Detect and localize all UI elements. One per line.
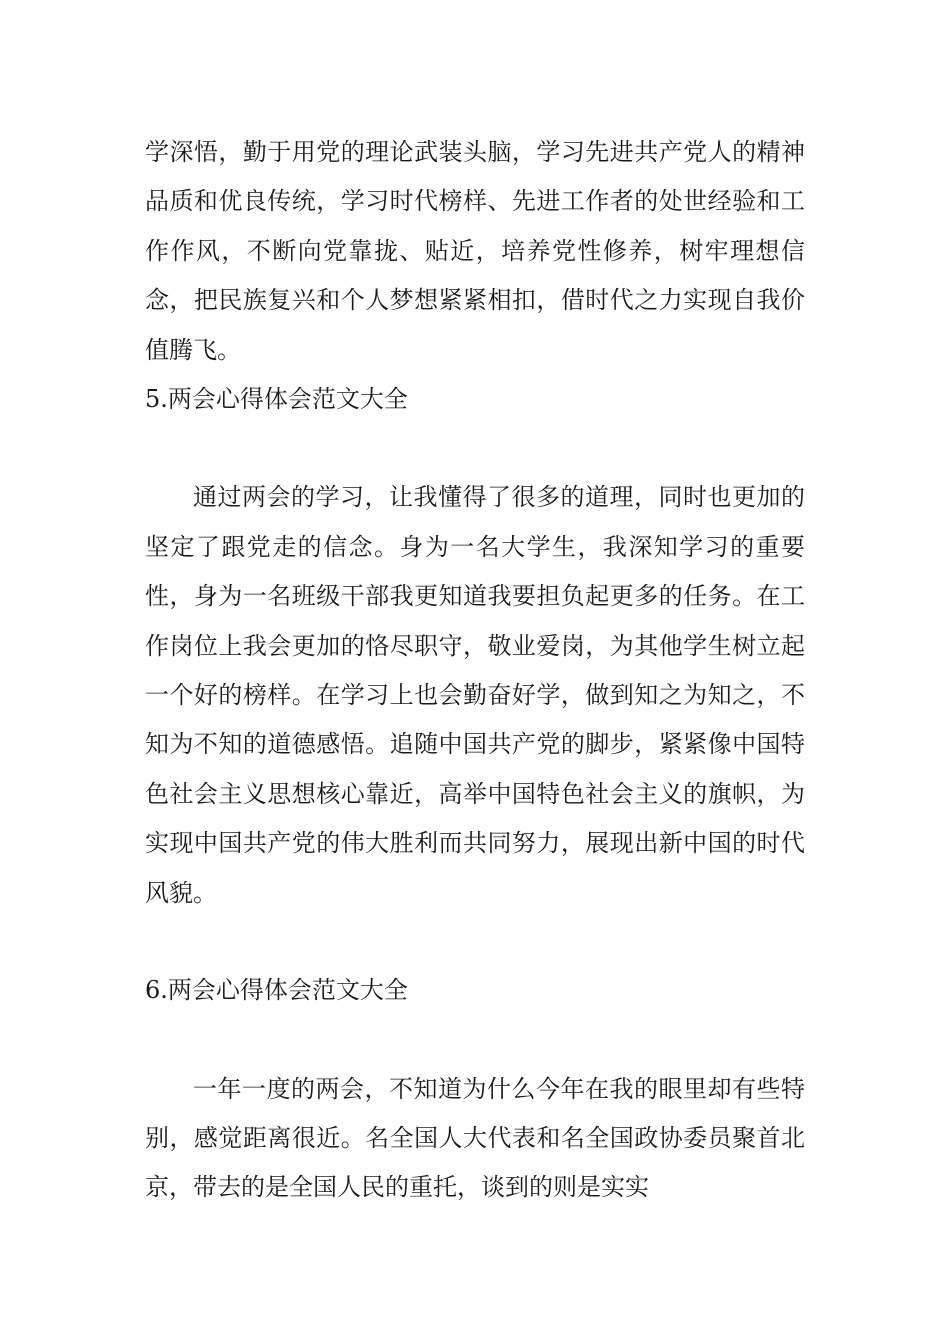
spacer [145, 918, 805, 966]
paragraph-continuation: 学深悟，勤于用党的理论武装头脑，学习先进共产党人的精神品质和优良传统，学习时代榜样、先进工作者的处世经验和工作作风，不断向党靠拢、贴近，培养党性修养，树牢理想信念，把民族复兴和个人梦想紧紧相扣，借时代之力实现自我价值腾飞。 [145, 138, 805, 364]
spacer [145, 1016, 805, 1065]
spacer [145, 424, 805, 473]
paragraph-section-6: 一年一度的两会，不知道为什么今年在我的眼里却有些特别，感觉距离很近。名全国人大代表和名全国政协委员聚首北京，带去的是全国人民的重托，谈到的则是实实 [145, 1074, 805, 1202]
document-body [145, 128, 805, 1213]
paragraph-section-5: 通过两会的学习，让我懂得了很多的道理，同时也更加的坚定了跟党走的信念。身为一名大学生，我深知学习的重要性，身为一名班级干部我更知道我要担负起更多的任务。在工作岗位上我会更加的恪尽职守，敬业爱岗，为其他学生树立起一个好的榜样。在学习上也会勤奋好学，做到知之为知之，不知为不知的道德感悟。追随中国共产党的脚步，紧紧像中国特色社会主义思想核心靠近，高举中国特色社会主义的旗帜，为实现中国共产党的伟大胜利而共同努力，展现出新中国的时代风貌。 [145, 483, 805, 907]
section-heading-5: 5.两会心得体会范文大全 [145, 385, 408, 414]
section-heading-6: 6.两会心得体会范文大全 [145, 976, 408, 1005]
